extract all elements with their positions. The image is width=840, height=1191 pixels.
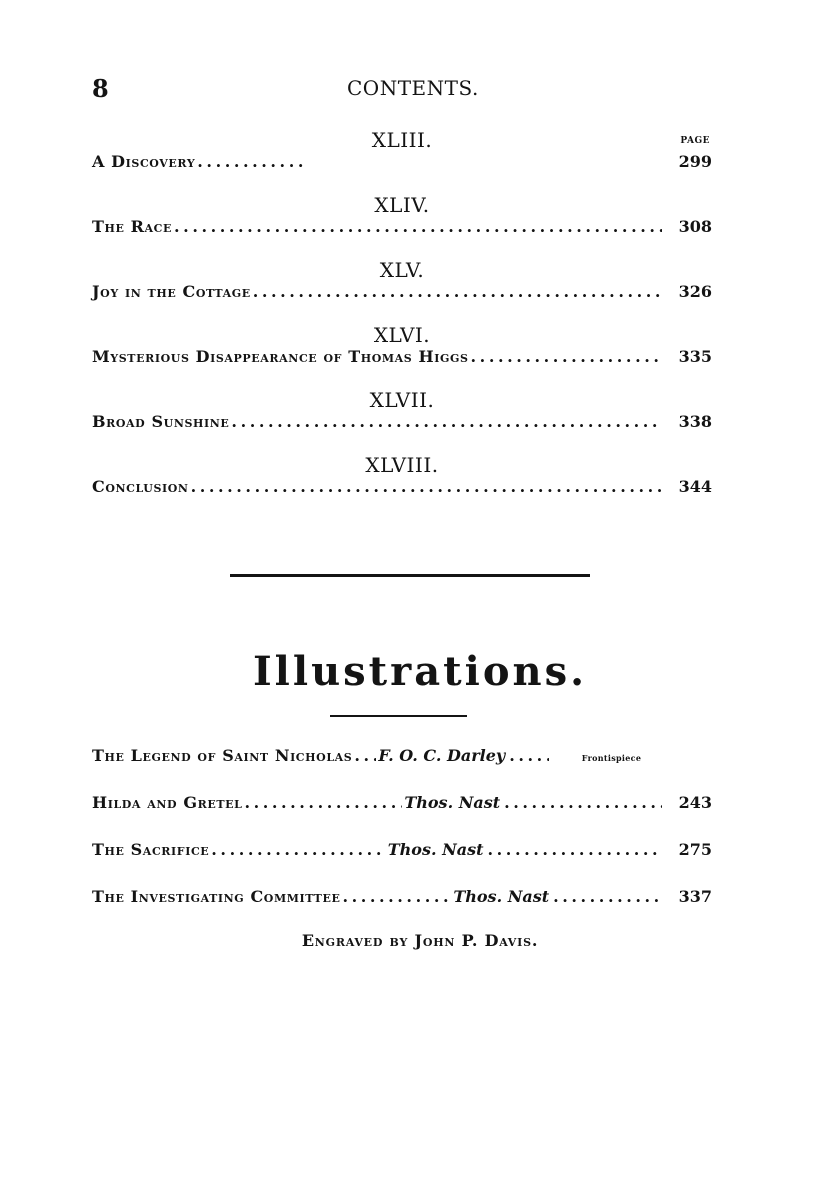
illustration-page: Frontispiece [581,753,642,763]
dot-leader [174,217,662,236]
illustration-artist: F. O. C. Darley [378,746,506,765]
engraver-credit: Engraved by John P. Davis. [301,931,539,950]
chapter-title: Conclusion [92,477,189,496]
illustration-artist: Thos. Nast [453,887,550,906]
chapter-title: A Discovery [92,152,196,171]
chapter-page: 338 [678,412,712,431]
dot-leader [197,152,307,171]
illustration-page: 275 [678,840,712,859]
running-head: CONTENTS. [347,76,479,100]
page-header [92,74,712,104]
toc-chapter [92,323,712,388]
illustration-entry [92,746,712,793]
illustration-page: 243 [678,793,712,812]
chapter-title: The Race [92,217,173,236]
dot-leader [342,887,451,906]
illustration-title: The Legend of Saint Nicholas [92,746,353,765]
illustration-title: The Sacrifice [92,840,210,859]
dot-leader [553,887,662,906]
toc-chapter [92,453,712,518]
toc-chapter [92,193,712,258]
toc-chapter [92,258,712,323]
toc-entry [92,477,712,496]
toc-entry [92,282,712,301]
dot-leader [211,840,385,859]
illustration-entry [92,887,712,934]
toc-chapter [92,388,712,453]
illustration-artist: Thos. Nast [404,793,501,812]
chapter-numeral: XLVI. [373,323,431,347]
toc-entry [92,217,712,236]
chapter-title: Joy in the Cottage [92,282,251,301]
dot-leader [509,746,549,765]
page-number: 8 [92,74,109,103]
dot-leader [488,840,662,859]
chapter-numeral: XLIV. [374,193,430,217]
chapter-numeral: XLVII. [369,388,435,412]
chapter-page: 299 [678,152,712,171]
illustrations-list [92,746,712,934]
illustrations-heading: Illustrations. [252,648,588,695]
illustration-page: 337 [678,887,712,906]
chapter-page: 344 [678,477,712,496]
dot-leader [231,412,662,431]
chapter-title: Mysterious Disappearance of Thomas Higgs [92,347,469,366]
dot-leader [191,477,662,496]
toc-entry [92,347,712,366]
dot-leader [354,746,376,765]
toc-chapter [92,128,712,193]
dot-leader [244,793,402,812]
page-column-label: PAGE [680,136,710,146]
toc-entry [92,412,712,431]
illustration-entry [92,793,712,840]
contents-list [92,128,712,518]
chapter-page: 308 [678,217,712,236]
chapter-page: 335 [678,347,712,366]
illustration-artist: Thos. Nast [387,840,484,859]
chapter-numeral: XLV. [379,258,425,282]
chapter-numeral: XLVIII. [365,453,439,477]
toc-entry [92,152,712,171]
chapter-title: Broad Sunshine [92,412,230,431]
dot-leader [504,793,662,812]
dot-leader [253,282,662,301]
dot-leader [471,347,662,366]
chapter-page: 326 [678,282,712,301]
illustration-title: Hilda and Gretel [92,793,243,812]
illustration-entry [92,840,712,887]
illustration-title: The Investigating Committee [92,887,341,906]
chapter-numeral: XLIII. [371,128,433,152]
section-divider [230,574,590,577]
heading-underline [330,715,467,717]
